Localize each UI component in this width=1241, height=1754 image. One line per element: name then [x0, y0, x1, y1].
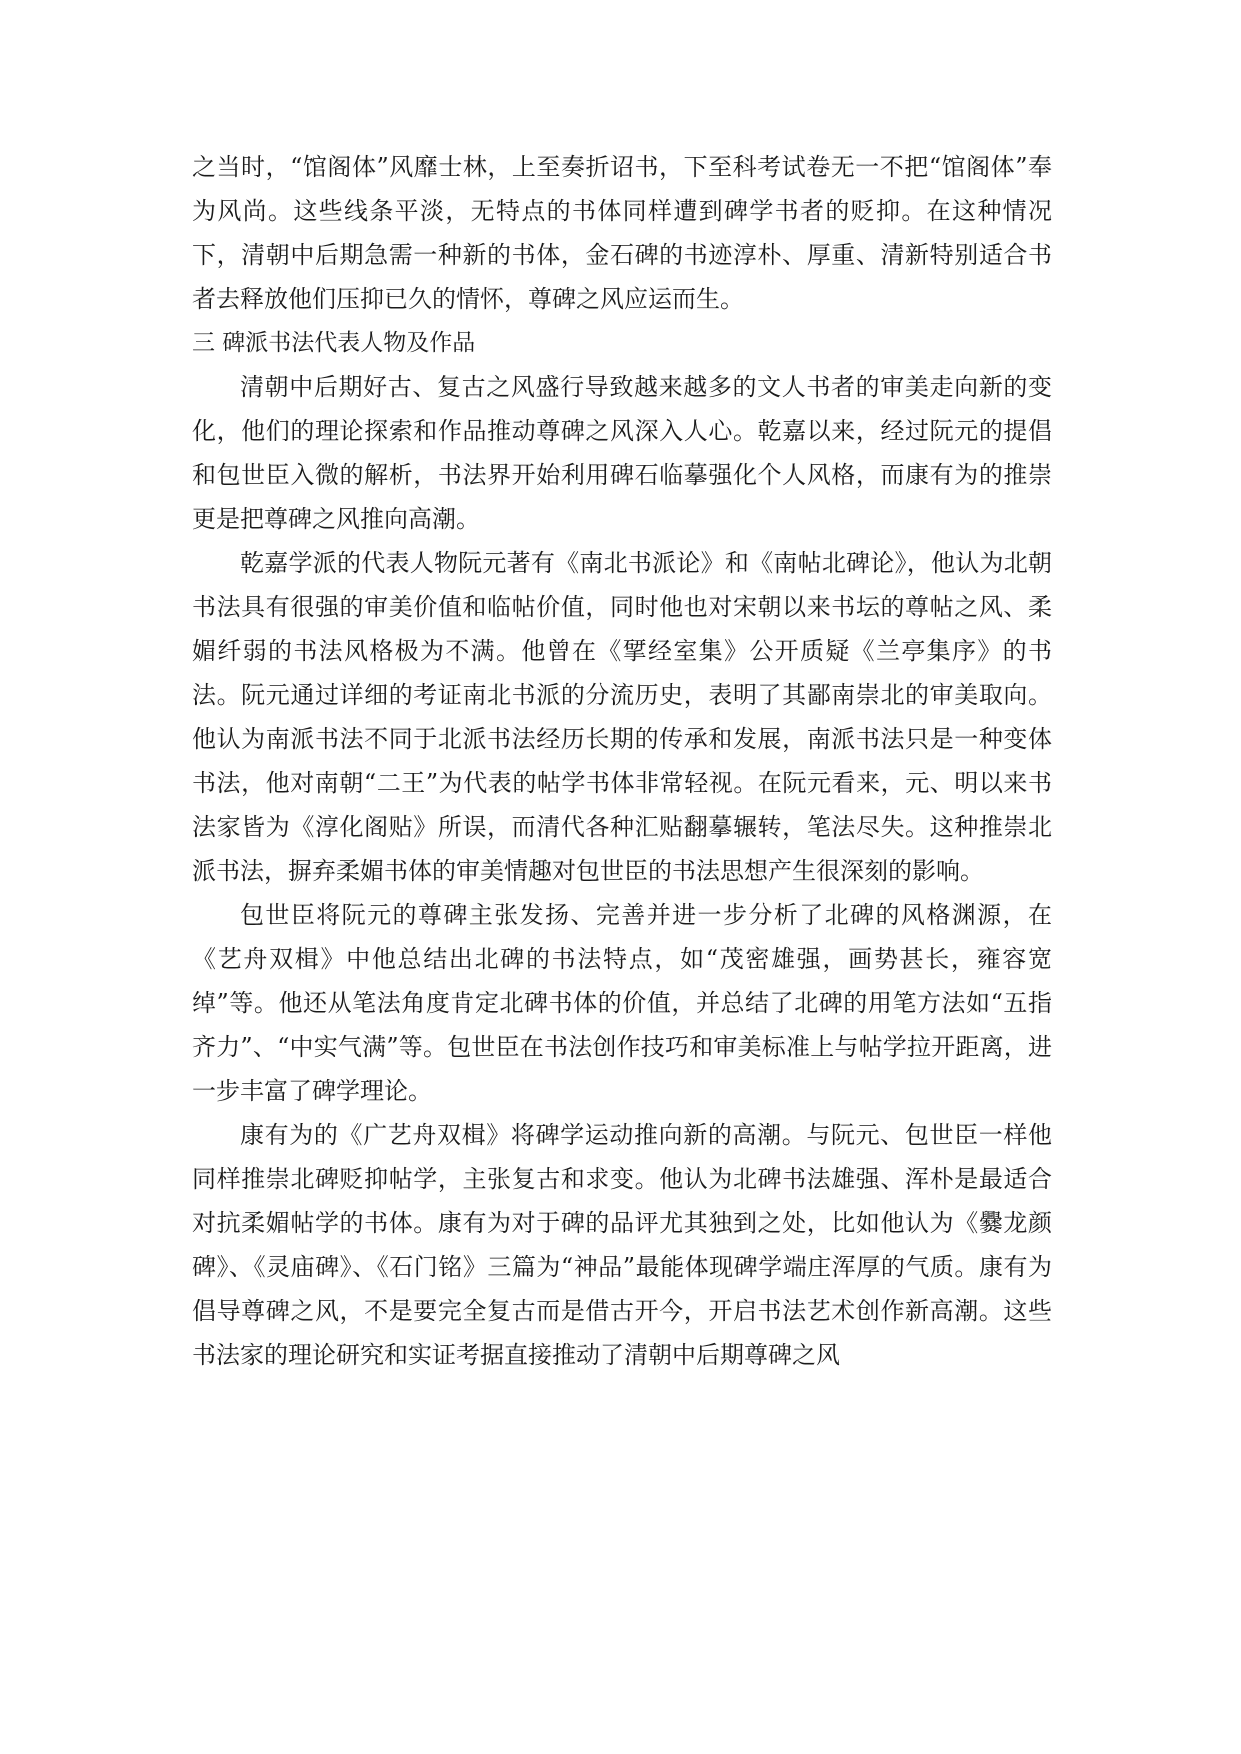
body-paragraph: 乾嘉学派的代表人物阮元著有《南北书派论》和《南帖北碑论》，他认为北朝书法具有很强的审美价值和临帖价值，同时他也对宋朝以来书坛的尊帖之风、柔媚纤弱的书法风格极为不满。他曾在《揅经室集》公开质疑《兰亭集序》的书法。阮元通过详细的考证南北书派的分流历史，表明了其鄙南崇北的审美取向。他认为南派书法不同于北派书法经历长期的传承和发展，南派书法只是一种变体书法，他对南朝“二王”为代表的帖学书体非常轻视。在阮元看来，元、明以来书法家皆为《淳化阁贴》所误，而清代各种汇贴翻摹辗转，笔法尽失。这种推崇北派书法，摒弃柔媚书体的审美情趣对包世臣的书法思想产生很深刻的影响。: [192, 549, 1052, 885]
body-paragraph: 包世臣将阮元的尊碑主张发扬、完善并进一步分析了北碑的风格渊源，在《艺舟双楫》中他总结出北碑的书法特点，如“茂密雄强，画势甚长，雍容宽绰”等。他还从笔法角度肯定北碑书体的价值，并总结了北碑的用笔方法如“五指齐力”、“中实气满”等。包世臣在书法创作技巧和审美标准上与帖学拉开距离，进一步丰富了碑学理论。: [192, 901, 1052, 1105]
section-heading: 三 碑派书法代表人物及作品: [192, 330, 476, 356]
continued-paragraph: 之当时，“馆阁体”风靡士林，上至奏折诏书，下至科考试卷无一不把“馆阁体”奉为风尚。这些线条平淡，无特点的书体同样遭到碑学书者的贬抑。在这种情况下，清朝中后期急需一种新的书体，金石碑的书迹淳朴、厚重、清新特别适合书者去释放他们压抑已久的情怀，尊碑之风应运而生。: [192, 153, 1052, 313]
body-paragraph: 康有为的《广艺舟双楫》将碑学运动推向新的高潮。与阮元、包世臣一样他同样推崇北碑贬抑帖学，主张复古和求变。他认为北碑书法雄强、浑朴是最适合对抗柔媚帖学的书体。康有为对于碑的品评尤其独到之处，比如他认为《爨龙颜碑》、《灵庙碑》、《石门铭》三篇为“神品”最能体现碑学端庄浑厚的气质。康有为倡导尊碑之风，不是要完全复古而是借古开今，开启书法艺术创作新高潮。这些书法家的理论研究和实证考据直接推动了清朝中后期尊碑之风: [192, 1121, 1052, 1369]
document-page: [192, 145, 1052, 1377]
body-paragraph: 清朝中后期好古、复古之风盛行导致越来越多的文人书者的审美走向新的变化，他们的理论探索和作品推动尊碑之风深入人心。乾嘉以来，经过阮元的提倡和包世臣入微的解析，书法界开始利用碑石临摹强化个人风格，而康有为的推崇更是把尊碑之风推向高潮。: [192, 373, 1052, 533]
